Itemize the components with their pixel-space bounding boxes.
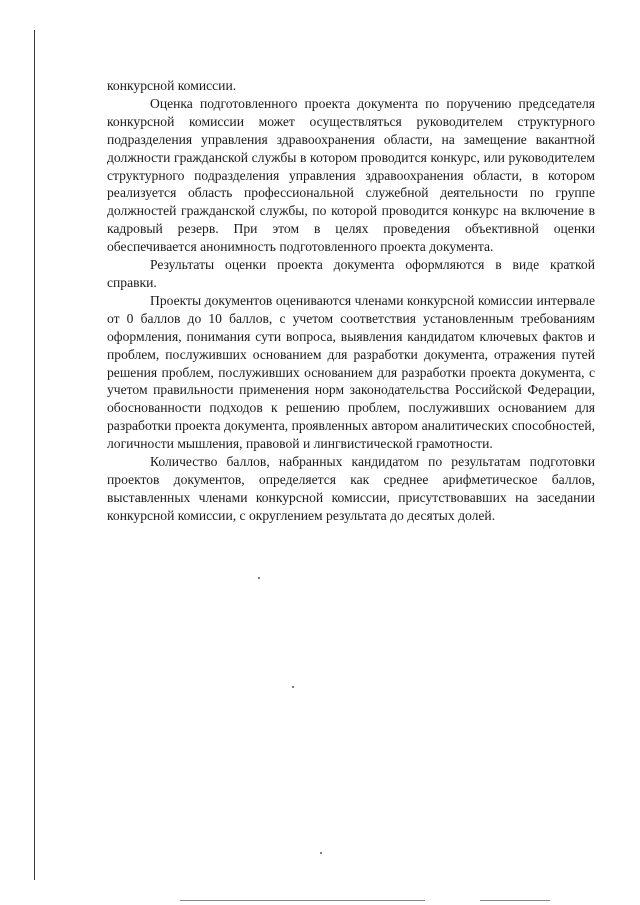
paragraph-results: Результаты оценки проекта документа оформляются в виде краткой справки. <box>107 257 595 290</box>
scan-bottom-edge <box>180 900 425 901</box>
scan-speck <box>258 577 260 579</box>
document-body <box>107 77 595 525</box>
paragraph-average: Количество баллов, набранных кандидатом по результатам подготовки проектов документов, определяется как среднее арифметическое баллов, выставленных членами конкурсной комиссии, присутствовавших на заседании конкурсной комиссии, с округлением результата до десятых долей. <box>107 454 595 523</box>
paragraph-evaluation: Оценка подготовленного проекта документа по поручению председателя конкурсной комиссии может осуществляться руководителем структурного подразделения управления здравоохранения области, на замещение вакантной должности гражданской службы в котором проводится конкурс, или руководителем структурного подразделения управления здравоохранения области, в котором реализуется область профессиональной служебной деятельности по группе должностей гражданской службы, по которой проводится конкурс на включение в кадровый резерв. При этом в целях проведения объективной оценки обеспечивается анонимность подготовленного проекта документа. <box>107 95 595 255</box>
scan-binding-edge <box>34 30 35 880</box>
scan-speck <box>320 852 322 854</box>
scan-bottom-edge <box>480 900 550 901</box>
paragraph-scoring: Проекты документов оцениваются членами конкурсной комиссии интервале от 0 баллов до 10 баллов, с учетом соответствия установленным требованиям оформления, понимания сути вопроса, выявления кандидатом ключевых фактов и проблем, послуживших основанием для разработки документа, отражения путей решения проблем, послуживших основанием для разработки проекта документа, с учетом правильности применения норм законодательства Российской Федерации, обоснованности подходов к решению проблем, послуживших основанием для разработки проекта документа, проявленных автором аналитических способностей, логичности мышления, правовой и лингвистической грамотности. <box>107 292 595 452</box>
paragraph-continuation: конкурсной комиссии. <box>107 78 237 93</box>
scan-speck <box>292 686 294 688</box>
